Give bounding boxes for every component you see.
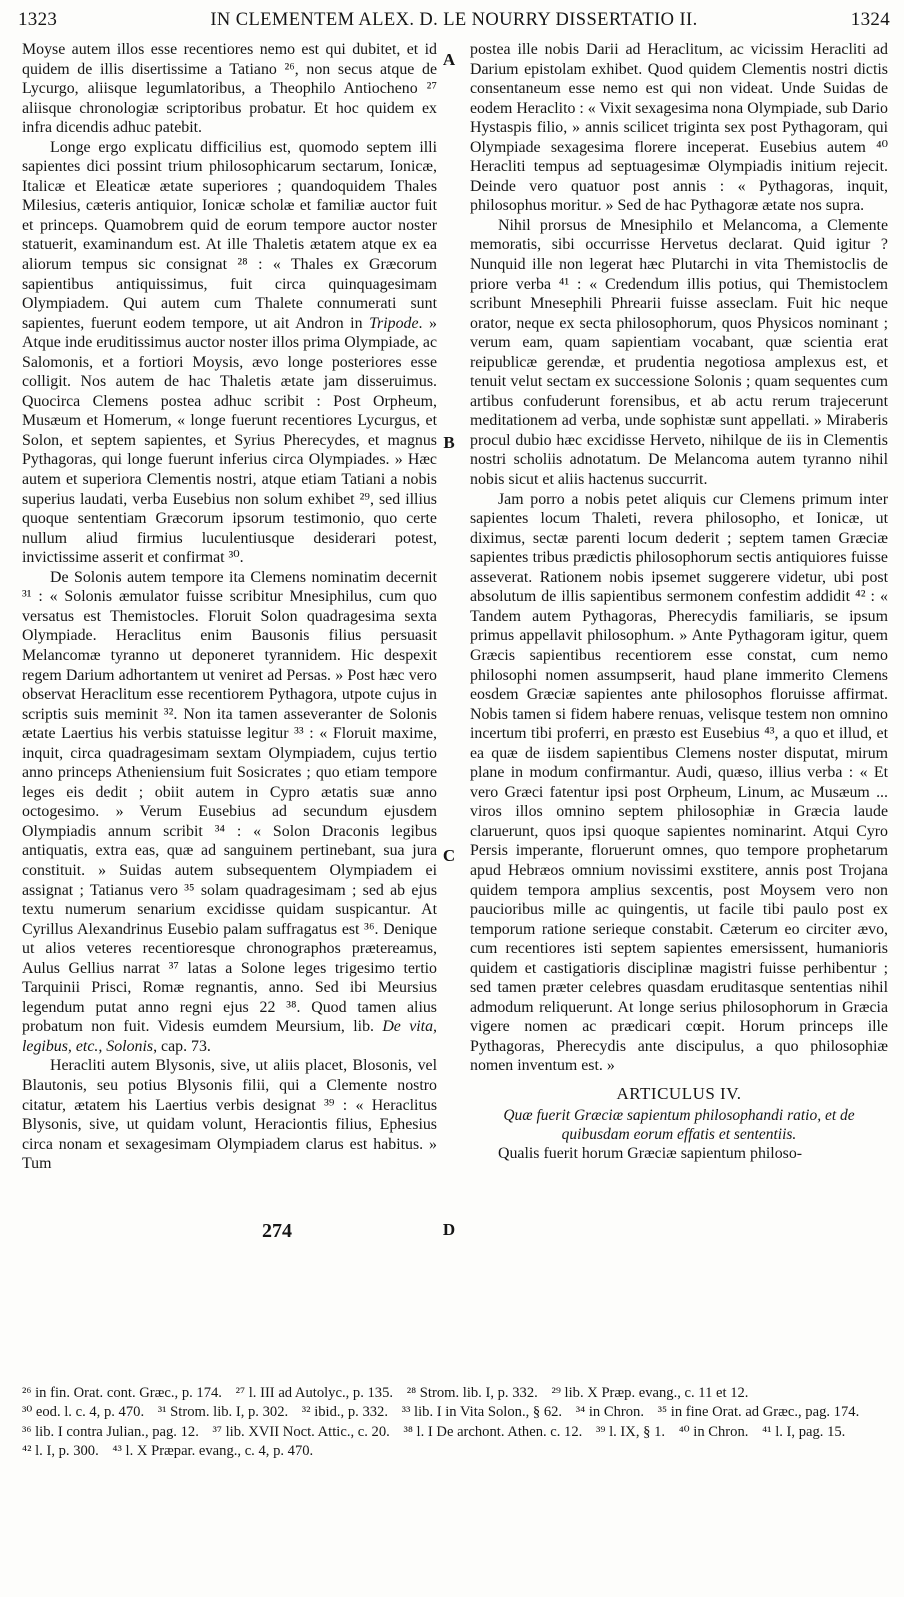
footnote: ²⁶ in fin. Orat. cont. Græc., p. 174. bbox=[22, 1385, 222, 1401]
footnote: ³⁴ in Chron. bbox=[575, 1404, 644, 1421]
footnote: ³¹ Strom. lib. I, p. 302. bbox=[157, 1404, 289, 1421]
margin-letter-b: B bbox=[443, 433, 455, 452]
footnote: ⁴³ l. X Præpar. evang., c. 4, p. 470. bbox=[112, 1442, 314, 1459]
paragraph: Longe ergo explicatu difficilius est, quomodo septem illi sapientes dici possint trium philosophicarum sectarum, Ionicæ, Italicæ et Eleaticæ ætate superiores ; quandoquidem Thales Milesius, cæteris antiquior, Ionicæ scholæ et familiæ auctor fuit et princeps. Quamobrem quid de eorum tempore auctor noster statuerit, examinandum est. At ille Thaletis ætatem atque ex ea aliorum tempus sic consignat ²⁸ : « Thales ex Græcorum sapientibus antiquissimus, fuit circa quinquagesimam Olympiadem. Qui autem cum Thalete connumerati sunt sapientes, fuerunt eodem tempore, ut ait Andron in Tripode. » Atque inde eruditissimus auctor noster illos prima Olympiade, ac Salomonis, et a fortiori Moysis, ævo longe posteriores esse colligit. Nos autem de hac Thaletis ætate jam disseruimus. Quocirca Clemens postea adhuc scribit : Post Orpheum, Musæum et Homerum, « longe fuerunt recentiores Lycurgus, et Solon, et septem sapientes, et Syrius Pherecydes, et magnus Pythagoras, qui longe fuerunt inferius circa Olympiades. » Hæc autem et superiora Clementis nostri, atque etiam Tatiani a nobis superius laudati, verba Eusebius non solum exhibet ²⁹, sed illius quoque sententiam Græcorum ipsorum testimonio, quo certe nullum aliud firmius luculentiusque desiderari potest, invictissime asserit et confirmat ³⁰. bbox=[22, 138, 438, 567]
footnote: ⁴⁰ in Chron. bbox=[678, 1423, 749, 1440]
running-title: IN CLEMENTEM ALEX. D. LE NOURRY DISSERTATIO II. bbox=[210, 9, 698, 30]
footnote: ³⁶ lib. I contra Julian., pag. 12. bbox=[22, 1423, 199, 1440]
footnotes bbox=[22, 1384, 888, 1461]
paragraph: Nihil prorsus de Mnesiphilo et Melancoma, a Clemente memoratis, sibi occurrisse Hervetus declarat. Quid igitur ? Nunquid ille non legerat hæc Plutarchi in vita Themistoclis de priore verba ⁴¹ : « Credendum illis potius, qui Themistoclem scribunt Mnesephili Phrearii fuisse asseclam. Fuit hic neque orator, neque ex secta philosophorum, quos Physicos nominant ; verum eam, quam sapientiam vocabant, quæ scientia erat reipublicæ gerendæ, et prudentia negotiosa amplexus est, et tenuit velut sectam ex successione Solonis ; quam sequentes cum artibus confuderunt forensibus, et ab actu rerum trajecerunt meditationem ad verba, unde sophistæ sunt appellati. » Miraberis procul dubio hæc excidisse Herveto, nihilque de iis in Clementis nostri scholiis adnotatum. De Melancoma autem tyranno nihil nobis sicut et aliis hactenus succurrit. bbox=[470, 216, 888, 489]
paragraph: De Solonis autem tempore ita Clemens nominatim decernit ³¹ : « Solonis æmulator fuisse scribitur Mnesiphilus, cum quo versatus est Themistocles. Floruit Solon quadragesima sexta Olympiade. Heraclitus enim Bausonis filius persuasit Melancomæ tyranno ut deponeret tyrannidem. Hic despexit regem Darium adhortantem ut veniret ad Persas. » Post hæc vero observat Heraclitum esse recentiorem Pythagora, utpote cujus in scriptis suis meminit ³². Non ita tamen asseveranter de Solonis ætate Laertius his verbis statuisse legitur ³³ : « Floruit maxime, inquit, circa quadragesimam sextam Olympiadem, cujus tertio anno princeps Atheniensium fuit Sosicrates ; quo etiam tempore leges eis dedit ; obiit autem in Cypro ætatis suæ anno octogesimo. » Verum Eusebius ad secundum ejusdem Olympiadis annum scribit ³⁴ : « Solon Draconis legibus antiquatis, extra eas, quæ ad sanguinem pertinebant, sua jura constituit. » Suidas autem subsequentem Olympiadem ei assignat ; Tatianus vero ³⁵ solam quadragesimam ; sed ab ejus textu numerum senarium excidisse quidam suspicantur. At Cyrillus Alexandrinus Eusebio palam suffragatus est ³⁶. Denique ut alios veteres recentioresque chronographos prætereamus, Aulus Gellius narrat ³⁷ latas a Solone leges trigesimo tertio Tarquinii Prisci, Romæ regnantis, anno. Sed ibi Meursius legendum putat anno regni ejus 22 ³⁸. Quod tamen alius probatum non fuit. Videsis eumdem Meursium, lib. De vita, legibus, etc., Solonis, cap. 73. bbox=[22, 568, 437, 1055]
footnote: ²⁹ lib. X Præp. evang., c. 11 et 12. bbox=[551, 1385, 749, 1401]
footnote: ³² ibid., p. 332. bbox=[301, 1404, 388, 1421]
footnote: ²⁸ Strom. lib. I, p. 332. bbox=[406, 1385, 538, 1401]
left-column bbox=[22, 40, 437, 1174]
paragraph: Jam porro a nobis petet aliquis cur Clemens primum inter sapientes locum Thaleti, revera philosopho, et Ionicæ, ut diximus, sectæ parenti locum dederit ; septem tamen Græciæ sapientes tribus prædictis philosophorum sectis antiquiores fuisse asseverat. Rationem nobis ipsemet suggerere videtur, ubi post absolutum de illis sapientibus sermonem confestim addidit ⁴² : « Tandem autem Pythagoras, Pherecydis familiaris, se ipsum primus appellavit philosophum. » Ante Pythagoram igitur, quem Græcis sapientibus recentiorem esse constat, cum nemo philosophi nomen assumpserit, haud plane immerito Clemens eosdem Græciæ sapientes ante philosophos floruisse affirmat. Nobis tamen si fidem habere renuas, velisque testem non omnino incertum tibi proferri, en præsto est Eusebius ⁴³, a quo et illud, et ea quæ de iisdem sapientibus Clemens noster disputat, mirum plane in modum confirmantur. Audi, quæso, illius verba : « Et vero Græci fatentur ipsi post Orpheum, Linum, ac Musæum ... viros illos omnino septem philosophiæ in Græcia laude claruerunt, quos ipsi quoque sapientes nominarint. Atqui Cyro Persis imperante, floruerunt omnes, quo tempore prophetarum apud Hebræos omnium novissimi exstitere, annis post Trojana quidem tempora amplius sexcentis, post Moysem vero non paucioribus mille ac quingentis, ut facile tibi paulo post ex temporum ratione serieque constabit. Cæterum eo circiter ævo, cum recentiores isti septem sapientes emersissent, humanioris quidem et castigatioris disciplinæ magistri fuisse perhibentur ; sed tamen præter celebres quasdam eruditasque sententias nihil admodum reliquerunt. At longe serius philosophorum in Græcia vigere nomen ac prædicari cœpit. Horum princeps ille Pythagoras, Pherecydis ante discipulus, a quo philosophiæ nomen inventum est. » bbox=[470, 490, 888, 1075]
footnote: ⁴¹ l. I, pag. 15. bbox=[762, 1423, 846, 1440]
footnote: ³³ lib. I in Vita Solon., § 62. bbox=[401, 1404, 563, 1421]
right-column bbox=[470, 40, 888, 1163]
footnote: ²⁷ l. III ad Autolyc., p. 135. bbox=[235, 1385, 394, 1401]
footnote: ³⁹ l. IX, § 1. bbox=[595, 1423, 666, 1440]
section-subheading: Quæ fuerit Græciæ sapientum philosophandi ratio, et de quibusdam eorum effatis et sententiis. bbox=[503, 1106, 855, 1143]
margin-letter-a: A bbox=[442, 50, 456, 69]
page-number-right: 1324 bbox=[850, 9, 890, 30]
footnote: ³⁷ lib. XVII Noct. Attic., c. 20. bbox=[212, 1423, 390, 1440]
margin-letter-d: D bbox=[442, 1220, 456, 1239]
page-number-left: 1323 bbox=[18, 9, 58, 30]
margin-letter-c: C bbox=[442, 846, 456, 865]
section-heading: ARTICULUS IV. bbox=[616, 1083, 742, 1103]
footnote: ³⁰ eod. l. c. 4, p. 470. bbox=[22, 1404, 145, 1421]
running-header bbox=[18, 6, 890, 34]
paragraph: postea ille nobis Darii ad Heraclitum, ac vicissim Heracliti ad Darium epistolam exhibet. Quod quidem Clementis nostri dictis consentaneum esse nemo est qui non videat. Unde Suidas de eodem Heraclito : « Vixit sexagesima nona Olympiade, sub Dario Hystaspis filio, » annis scilicet triginta sex post Pythagoram, qui Olympiade sexagesima florere inceperat. Eusebius autem ⁴⁰ Heracliti tempus ad septuagesimæ Olympiadis initium rejecit. Deinde vero quatuor post annis : « Pythagoras, inquit, philosophus moritur. » Sed de hac Pythagoræ ætate nos supra. bbox=[470, 41, 888, 215]
paragraph: Heracliti autem Blysonis, sive, ut aliis placet, Blosonis, vel Blautonis, seu potius Blysonis filii, qui a Clemente nostro citatur, ætatem his Laertius verbis designat ³⁹ : « Heraclitus Blysonis, sive, ut quidam volunt, Heraciontis filius, Ephesius circa nonam et sexagesimam Olympiadem clarus est habitus. » Tum bbox=[22, 1057, 437, 1173]
paragraph: Moyse autem illos esse recentiores nemo est qui dubitet, et id quidem de illis disertissime a Tatiano ²⁶, non secus atque de Lycurgo, aliisque legumlatoribus, a Theophilo Antiocheno ²⁷ aliisque chronologiæ scriptoribus probatur. Et hoc quidem ex infra dicendis adhuc patebit. bbox=[22, 41, 437, 137]
footnote: ⁴² l. I, p. 300. bbox=[22, 1442, 99, 1459]
footnote: ³⁸ l. I De archont. Athen. c. 12. bbox=[403, 1423, 583, 1440]
paragraph: Qualis fuerit horum Græciæ sapientum philoso- bbox=[498, 1144, 803, 1162]
page-number: 274 bbox=[262, 1220, 292, 1242]
footnote: ³⁵ in fine Orat. ad Græc., pag. 174. bbox=[657, 1404, 860, 1421]
